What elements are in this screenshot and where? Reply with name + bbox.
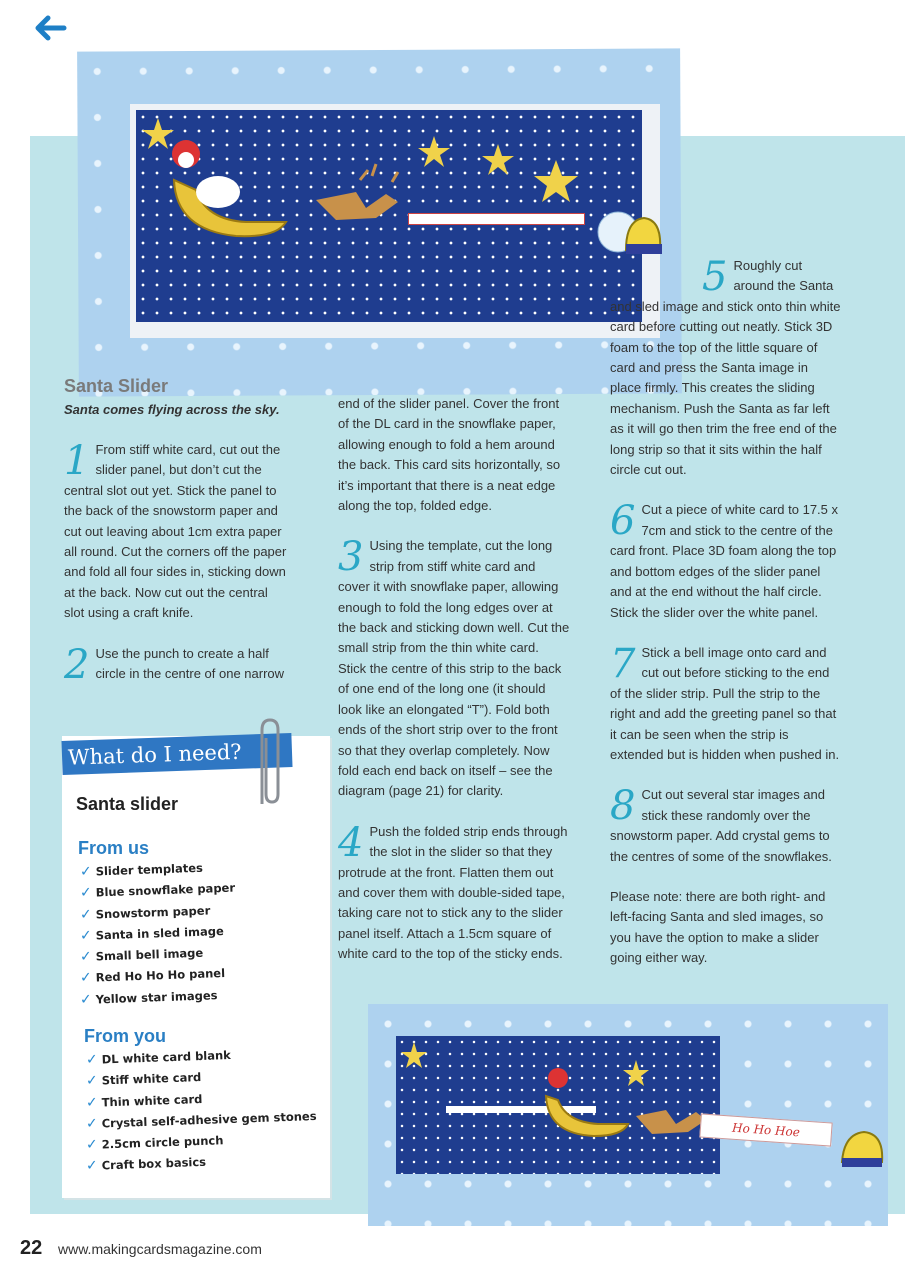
step-text: Cut a piece of white card to 17.5 x 7cm and stick to the centre of the card front. Place 3D foam along the top and bottom edges of the slider panel and at the end without the half circle. Stick the slider over the white panel. <box>610 502 839 620</box>
column-1 <box>64 438 290 688</box>
step-number: 8 <box>610 783 636 830</box>
step-number: 6 <box>610 498 636 545</box>
star-icon <box>534 160 578 202</box>
star-icon <box>142 118 174 149</box>
star-icon <box>623 1060 649 1086</box>
bell-icon <box>836 1128 888 1172</box>
column-2 <box>338 394 570 965</box>
step-number: 5 <box>702 254 728 300</box>
step-5 <box>610 256 842 480</box>
step-number: 2 <box>64 641 90 688</box>
step-number: 1 <box>64 438 90 484</box>
check-icon: ✓ <box>85 1115 98 1132</box>
list-item: ✓ Santa in sled image <box>79 923 225 944</box>
from-you-list <box>85 1047 317 1178</box>
step-text: Cut out several star images and stick these randomly over the snowstorm paper. Add crystal gems to the centres of some of the snowflakes. <box>610 787 832 864</box>
check-icon: ✓ <box>85 1051 98 1068</box>
slider-strip <box>408 213 585 225</box>
check-icon: ✓ <box>79 927 92 944</box>
step-text: Use the punch to create a half circle in the centre of one narrow <box>95 645 285 682</box>
list-item: ✓ 2.5cm circle punch <box>85 1133 224 1154</box>
step-2 <box>64 641 290 688</box>
step-8 <box>610 785 842 867</box>
check-icon: ✓ <box>85 1158 98 1175</box>
step-number: 3 <box>338 534 364 581</box>
sled-image <box>546 1096 628 1136</box>
step-text: Using the template, cut the long strip from stiff white card and cover it with snowflake paper, allowing enough to fold the long edges over at the back and sticking down well. Cut the small strip from the thin white card. Stick the centre of this strip to the back of one end of the long one (it should look like an elongated “T”). Fold both ends of the short strip over to the front so that they overlap completely. Now fold each end back on itself – see the diagram (page 21) for clarity. <box>338 538 570 799</box>
list-item: ✓ Red Ho Ho Ho panel <box>79 966 226 987</box>
page-number: 22 <box>20 1237 43 1259</box>
check-icon: ✓ <box>79 906 92 923</box>
star-icon <box>418 136 450 167</box>
list-item: ✓ Yellow star images <box>79 987 218 1008</box>
paperclip-icon <box>252 716 286 808</box>
check-icon: ✓ <box>79 863 92 880</box>
need-project-title: Santa slider <box>76 794 179 814</box>
list-item: ✓ Crystal self-adhesive gem stones <box>85 1108 317 1132</box>
step-text: Stick a bell image onto card and cut out before sticking to the end of the slider strip. Pull the strip to the right and add the greeting panel so that it can be seen when the strip is extended but is hidden when pushed in. <box>610 644 840 762</box>
check-icon: ✓ <box>85 1094 98 1111</box>
step-1 <box>64 440 290 624</box>
step-3 <box>338 536 570 801</box>
note: Please note: there are both right- and left-facing Santa and sled images, so you have the option to make a slider going either way. <box>610 888 826 966</box>
website-url: www.makingcardsmagazine.com <box>58 1241 262 1257</box>
santa-image <box>548 1068 568 1088</box>
step-6 <box>610 500 842 622</box>
list-item: ✓ Thin white card <box>85 1091 203 1111</box>
list-item: ✓ DL white card blank <box>85 1047 232 1068</box>
check-icon: ✓ <box>79 991 92 1008</box>
greeting-panel: Ho Ho Hoe <box>699 1113 832 1146</box>
card-illustration-extended <box>396 1036 720 1174</box>
reindeer-image <box>316 192 398 220</box>
check-icon: ✓ <box>79 948 92 966</box>
step-number: 7 <box>610 640 636 687</box>
check-icon: ✓ <box>85 1072 98 1090</box>
project-subtitle: Santa comes flying across the sky. <box>64 402 280 417</box>
step-4 <box>338 819 570 965</box>
step-2-continued: end of the slider panel. Cover the front of the DL card in the snowflake paper, allowing enough to fold a hem around the back. This card sits horizontally, so it’s important that there is a neat edge along the top, folded edge. <box>338 396 561 514</box>
from-you-title: From you <box>84 1026 167 1046</box>
from-us-list <box>80 862 235 1011</box>
step-7 <box>610 640 842 765</box>
check-icon: ✓ <box>79 970 92 987</box>
project-title: Santa Slider <box>64 376 169 396</box>
step-number: 4 <box>338 819 364 866</box>
reindeer-image <box>636 1110 706 1134</box>
list-item: ✓ Blue snowflake paper <box>79 880 236 902</box>
check-icon: ✓ <box>79 884 92 902</box>
arrow-left-icon[interactable] <box>34 14 68 42</box>
star-icon <box>401 1042 427 1068</box>
list-item: ✓ Slider templates <box>79 860 204 880</box>
list-item: ✓ Small bell image <box>79 945 204 966</box>
step-text: Push the folded strip ends through the slot in the slider so that they protrude at the front. Flatten them out and cover them with double-sided tape, taking care not to stick any to the slider panel itself. Attach a 1.5cm square of white card to the top of the sticky ends. <box>338 823 568 962</box>
star-icon <box>482 144 514 175</box>
check-icon: ✓ <box>85 1136 98 1154</box>
need-banner: What do I need? <box>61 733 292 775</box>
column-3 <box>610 256 842 969</box>
list-item: ✓ Craft box basics <box>85 1155 207 1175</box>
list-item: ✓ Snowstorm paper <box>79 903 211 923</box>
step-text: Roughly cut around the Santa and sled image and stick onto thin white card before cutting out neatly. Stick 3D foam to the top of the little square of card and press the Santa image in place firmly. This creates the sliding mechanism. Push the Santa as far left as it will go then trim the free end of the long strip so that it sits within the half circle cut out. <box>610 258 841 478</box>
step-text: From stiff white card, cut out the slider panel, but don’t cut the central slot out yet. Stick the panel to the back of the snowstorm paper and cut out leaving about 1cm extra paper all round. Cut the corners off the paper and fold all four sides in, sticking down at the back. Now cut out the central slot using a craft knife. <box>64 442 287 621</box>
from-us-title: From us <box>78 838 150 858</box>
list-item: ✓ Stiff white card <box>85 1070 202 1090</box>
